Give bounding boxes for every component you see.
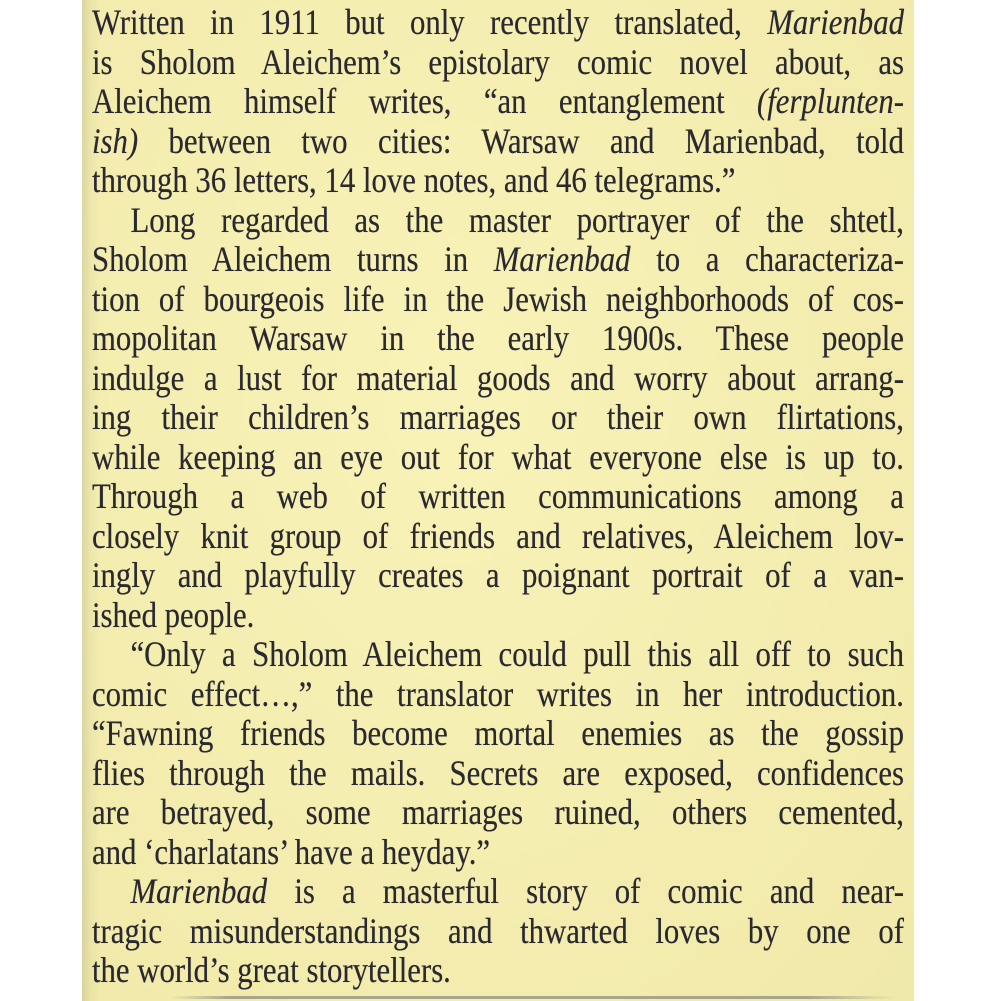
text-line: ingly and playfully creates a poignant portrait of a van- (92, 555, 904, 595)
text-line: Long regarded as the master portrayer of the shtetl, (130, 199, 904, 240)
text-line: mopolitan Warsaw in the early 1900s. These people (92, 318, 904, 358)
text-line: Sholom Aleichem turns in Marienbad to a characteriza- (92, 239, 904, 279)
text-line: through 36 letters, 14 love notes, and 46 telegrams.” (92, 160, 736, 200)
text-line: ing their children’s marriages or their own flirtations, (92, 397, 904, 437)
page-bottom-edge (170, 996, 896, 999)
text-line: comic effect…,” the translator writes in her introduction. (92, 673, 904, 714)
text-line: flies through the mails. Secrets are exposed, confidences (92, 752, 904, 793)
text-line: ish) between two cities: Warsaw and Marienbad, told (92, 120, 904, 161)
text-line: Written in 1911 but only recently translated, Marienbad (92, 2, 904, 42)
text-line: “Fawning friends become mortal enemies as the gossip (92, 713, 904, 753)
text-line: closely knit group of friends and relatives, Aleichem lov- (92, 515, 904, 556)
text-line: tragic misunderstandings and thwarted loves by one of (92, 910, 904, 951)
blurb-text (92, 3, 904, 991)
text-line: indulge a lust for material goods and worry about arrang- (92, 357, 904, 398)
text-line: Marienbad is a masterful story of comic and near- (130, 871, 904, 911)
text-line: ished people. (92, 594, 255, 635)
text-line: Aleichem himself writes, “an entanglement (ferplunten- (92, 81, 904, 121)
text-line: “Only a Sholom Aleichem could pull this all off to such (130, 634, 904, 674)
text-line: are betrayed, some marriages ruined, others cemented, (92, 792, 904, 832)
text-line: and ‘charlatans’ have a heyday.” (92, 831, 491, 872)
text-line: tion of bourgeois life in the Jewish neighborhoods of cos- (92, 278, 904, 319)
text-line: Through a web of written communications among a (92, 476, 904, 516)
text-line: while keeping an eye out for what everyone else is up to. (92, 436, 904, 477)
book-jacket-paper (82, 0, 914, 1001)
text-line: the world’s great storytellers. (92, 950, 451, 990)
text-line: is Sholom Aleichem’s epistolary comic novel about, as (92, 41, 904, 82)
